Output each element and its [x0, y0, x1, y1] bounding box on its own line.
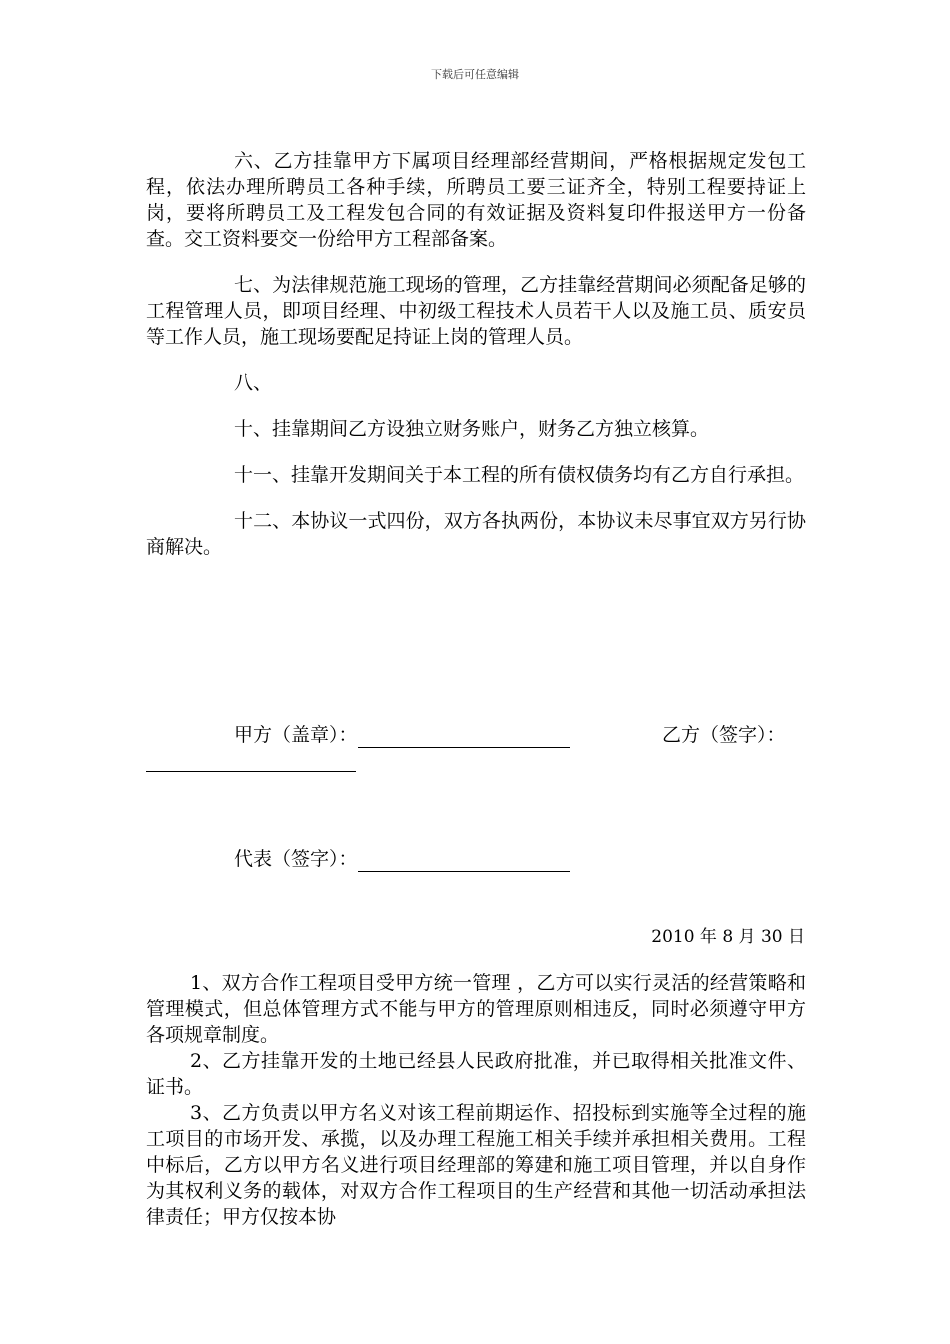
clause-12: 十二、本协议一式四份，双方各执两份，本协议未尽事宜双方另行协商解决。: [146, 510, 806, 558]
term-2: 2、乙方挂靠开发的土地已经县人民政府批准，并已取得相关批准文件、证书。: [146, 1050, 806, 1098]
representative-signature-line[interactable]: [358, 849, 570, 872]
document-body: [146, 148, 806, 560]
clause-6: 六、乙方挂靠甲方下属项目经理部经营期间，严格根据规定发包工程，依法办理所聘员工各种手续，所聘员工要三证齐全，特别工程要持证上岗，要将所聘员工及工程发包合同的有效证据及资料复印件报送甲方一份备查。交工资料要交一份给甲方工程部备案。: [146, 150, 806, 250]
clause-8: 八、: [234, 372, 273, 394]
cooperation-terms: [146, 970, 806, 1230]
party-b-signature-line[interactable]: [146, 749, 356, 772]
term-3: 3、乙方负责以甲方名义对该工程前期运作、招投标到实施等全过程的施工项目的市场开发、承揽，以及办理工程施工相关手续并承担相关费用。工程中标后，乙方以甲方名义进行项目经理部的筹建和施工项目管理，并以自身作为其权利义务的载体，对双方合作工程项目的生产经营和其他一切活动承担法律责任；甲方仅按本协: [146, 1102, 806, 1228]
party-b-signature-line-row: [146, 746, 356, 772]
party-a-label: 甲方（盖章）：: [234, 724, 358, 746]
representative-label: 代表（签字）：: [234, 848, 358, 870]
party-b-signature: [662, 722, 786, 748]
party-a-signature: [234, 722, 570, 748]
term-1: 1、双方合作工程项目受甲方统一管理 ，乙方可以实行灵活的经营策略和管理模式，但总体管理方式不能与甲方的管理原则相违反，同时必须遵守甲方各项规章制度。: [146, 972, 806, 1046]
party-b-label: 乙方（签字）：: [662, 724, 786, 746]
page-header-note: 下载后可任意编辑: [431, 68, 519, 81]
representative-signature: [234, 846, 570, 872]
signing-date: 2010 年 8 月 30 日: [651, 927, 805, 947]
clause-10: 十、挂靠期间乙方设独立财务账户，财务乙方独立核算。: [234, 418, 710, 440]
clause-11: 十一、挂靠开发期间关于本工程的所有债权债务均有乙方自行承担。: [234, 464, 805, 486]
clause-7: 七、为法律规范施工现场的管理，乙方挂靠经营期间必须配备足够的工程管理人员，即项目经理、中初级工程技术人员若干人以及施工员、质安员等工作人员，施工现场要配足持证上岗的管理人员。: [146, 274, 806, 348]
party-a-signature-line[interactable]: [358, 725, 570, 748]
